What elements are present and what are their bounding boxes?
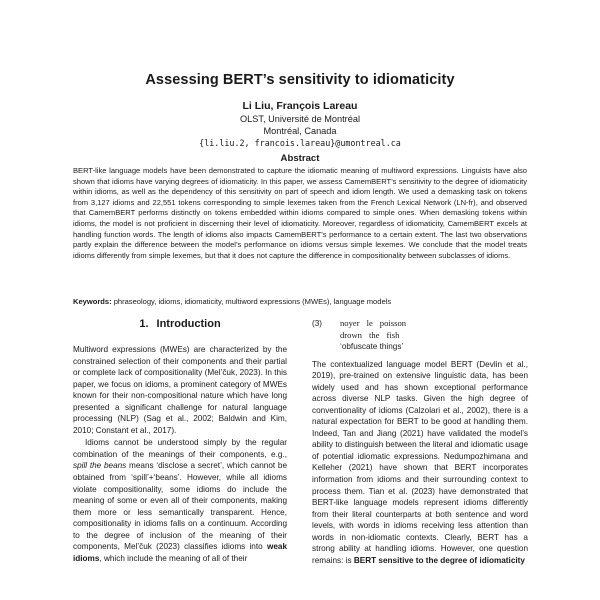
- author-location: Montréal, Canada: [263, 126, 337, 136]
- author-email: {li.liu.2, francois.lareau}@umontreal.ca: [199, 138, 401, 148]
- example-words: [340, 318, 413, 330]
- keywords-text: phraseology, idioms, idiomaticity, multiword expressions (MWEs), language models: [113, 297, 392, 306]
- example-gloss: [340, 330, 406, 342]
- abstract-text: BERT-like language models have been demonstrated to capture the idiomatic meaning of multiword expressions. Linguists have also shown that idioms have varying degrees of idiomaticity. In this paper, we assess CamemBERT’s sensitivity to the degree of idiomaticity within idioms, as well as the dependency of this sensitivity on part of speech and idiom length. We used a demasking task on tokens from 3,127 idioms and 22,551 tokens corresponding to simple lexemes taken from the French Lexical Network (LN-fr), and observed that CamemBERT performs distinctly on tokens embedded within idioms compared to simple ones. When demasking tokens within idioms, the model is not proficient in discerning their level of idiomaticity. Moreover, regardless of idiomaticity, CamemBERT excels at handling function words. The length of idioms also impacts CamemBERT’s performance to a certain extent. The last two observations partly explain the difference between the model’s performance on idioms versus simple lexemes. We conclude that the model treats idioms differently from simple lexemes, but that it does not capture the difference in compositionality between subclasses of idioms.: [73, 166, 527, 260]
- paper-title: Assessing BERT’s sensitivity to idiomaticity: [145, 72, 455, 88]
- left-column: [73, 318, 287, 564]
- gloss-word: the: [368, 329, 380, 340]
- example-number: (3): [312, 319, 323, 328]
- example-words-row: [312, 318, 528, 330]
- section-heading-introduction: [73, 318, 287, 330]
- example-word: poisson: [379, 318, 407, 328]
- gloss-word: fish: [386, 329, 400, 340]
- example-word: noyer: [340, 318, 360, 328]
- intro-p2-text-b: means ‘disclose a secret’, which cannot be obtained from ‘spill’+‘beans’. However, while all idioms violate compositionality, some idioms do include the meaning of some or even all of their components, making them more or less semantically transparent. Hence, compositionality in idioms falls on a continuum. According to the degree of inclusion of the meaning of their components, Mel’čuk (2023) classifies idioms into: [73, 461, 287, 552]
- example-gloss-row: [312, 330, 528, 342]
- example-3: [312, 318, 528, 353]
- gloss-word: drown: [340, 329, 362, 340]
- paper-authors: Li Liu, François Lareau: [242, 100, 358, 112]
- right-column: [312, 318, 528, 566]
- intro-p2-text-a: Idioms cannot be understood simply by the regular combination of the meanings of their components, e.g.,: [73, 438, 287, 459]
- intro-p2-example-idiom: spill the beans: [73, 461, 127, 471]
- section-number: 1.: [139, 318, 149, 330]
- intro-paragraph-1: Multiword expressions (MWEs) are characterized by the constrained selection of their components and their partial or complete lack of compositionality (Mel’čuk, 2023). In this paper, we focus on idioms, a prominent category of MWEs known for their non-compositional nature which have long presented a significant challenge for natural language processing (NLP) (Sag et al., 2002; Baldwin and Kim, 2010; Constant et al., 2017).: [73, 345, 287, 435]
- keywords: [73, 297, 527, 306]
- section-title: Introduction: [156, 318, 221, 330]
- intro-p2-text-c: , which include the meaning of all of their: [99, 553, 248, 563]
- keywords-label: Keywords:: [73, 297, 112, 306]
- example-translation: ‘obfuscate things’: [340, 342, 404, 351]
- right-p1-text: The contextualized language model BERT (Devlin et al., 2019), pre-trained on extensive linguistic data, has been widely used and has shown exceptional performance across diverse NLP tasks. Given the high degree of conventionality of idioms (Calzolari et al., 2002), there is a natural expectation for BERT to be good at handling them. Indeed, Tan and Jiang (2021) have validated the model’s ability to distinguish between the literal and idiomatic usage of potential idiomatic expressions. Nedumpozhimana and Kelleher (2021) have shown that BERT incorporates information from idioms and their surrounding context to process them. Tian et al. (2023) have demonstrated that BERT-like language models represent idioms differently from their literal counterparts at both sentence and word levels, with words in idioms receiving less attention than words in non-idiomatic contexts. Clearly, BERT has a strong ability at handling idioms. However, one question remains: is: [312, 359, 528, 565]
- right-paragraph-1: [312, 359, 528, 567]
- right-p1-question: BERT sensitive to the degree of idiomaticity: [353, 555, 525, 565]
- example-word: le: [366, 318, 373, 328]
- author-affiliation: OLST, Université de Montréal: [240, 114, 360, 124]
- abstract-heading: Abstract: [280, 153, 320, 164]
- intro-paragraph-2: [73, 437, 287, 564]
- intro-p2-term: weak idioms: [73, 542, 287, 563]
